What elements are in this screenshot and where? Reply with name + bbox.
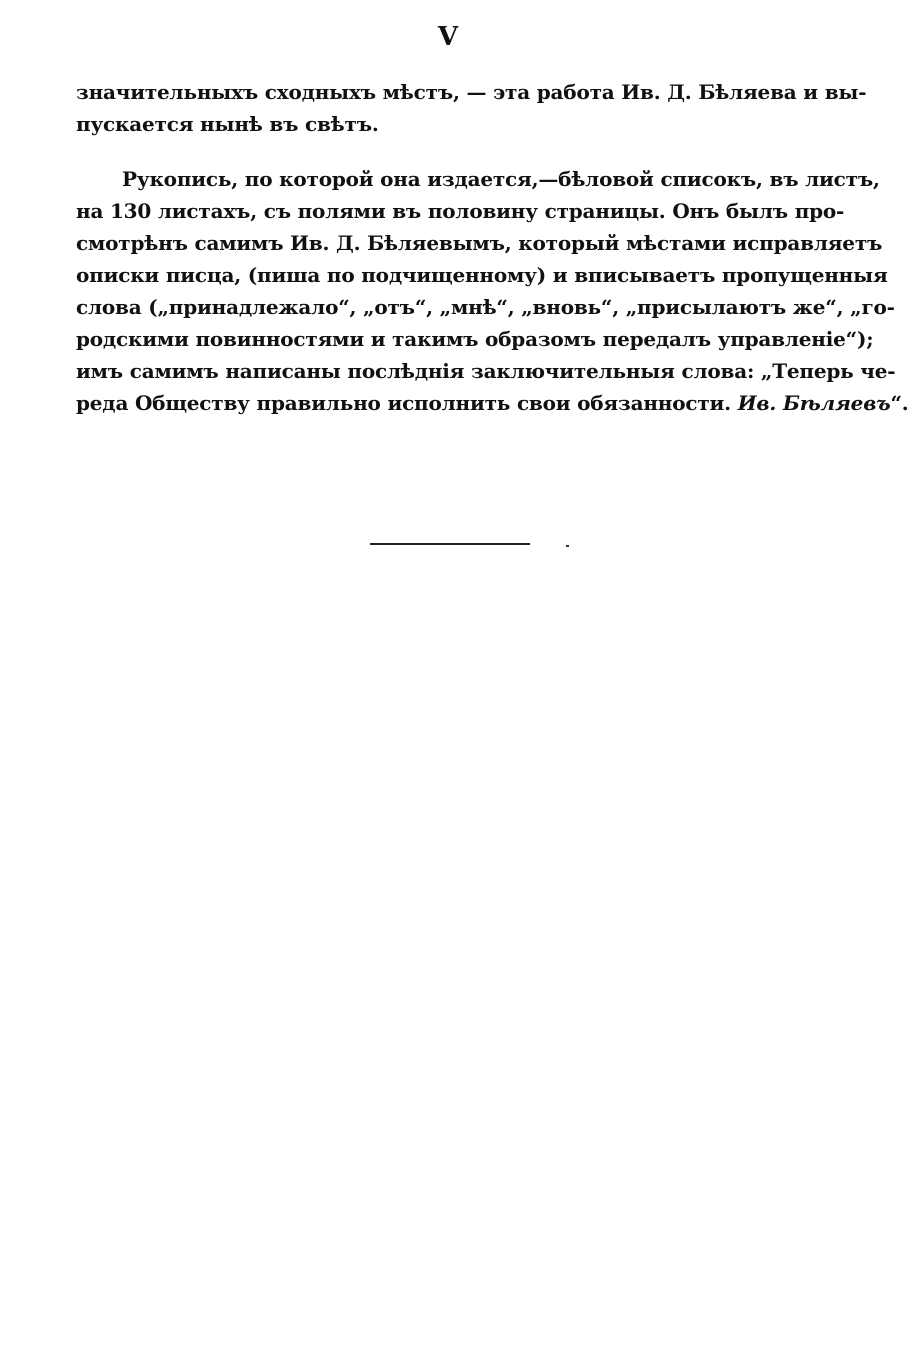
final-line-text: реда Обществу правильно исполнить свои обязанности.: [76, 391, 731, 415]
text-line: смотрѣнъ самимъ Ив. Д. Бѣляевымъ, который мѣстами исправляетъ: [76, 231, 883, 255]
page-number: V: [437, 22, 459, 52]
closing-quote: “.: [890, 391, 909, 415]
author-signature: Ив. Бѣляевъ: [737, 391, 891, 415]
text-line: Рукопись, по которой она издается,—бѣловой списокъ, въ листъ,: [122, 167, 880, 191]
text-line: описки писца, (пиша по подчищенному) и вписываетъ пропущенныя: [76, 263, 888, 287]
text-line: на 130 листахъ, съ полями въ половину страницы. Онъ былъ про-: [76, 199, 845, 223]
text-line-final: [76, 387, 909, 419]
text-line: слова („принадлежало“, „отъ“, „мнѣ“, „вновь“, „присылаютъ же“, „го-: [76, 295, 895, 319]
paragraph-continuation: [76, 76, 867, 140]
divider-dot: [566, 545, 569, 547]
text-line: имъ самимъ написаны послѣднія заключительныя слова: „Теперь че-: [76, 359, 896, 383]
text-line: значительныхъ сходныхъ мѣстъ, — эта работа Ив. Д. Бѣляева и вы-: [76, 80, 867, 104]
section-divider-rule: [370, 543, 530, 545]
paragraph-manuscript-description: [76, 163, 909, 419]
text-line: пускается нынѣ въ свѣтъ.: [76, 112, 379, 136]
text-line: родскими повинностями и такимъ образомъ передалъ управленіе“);: [76, 327, 874, 351]
